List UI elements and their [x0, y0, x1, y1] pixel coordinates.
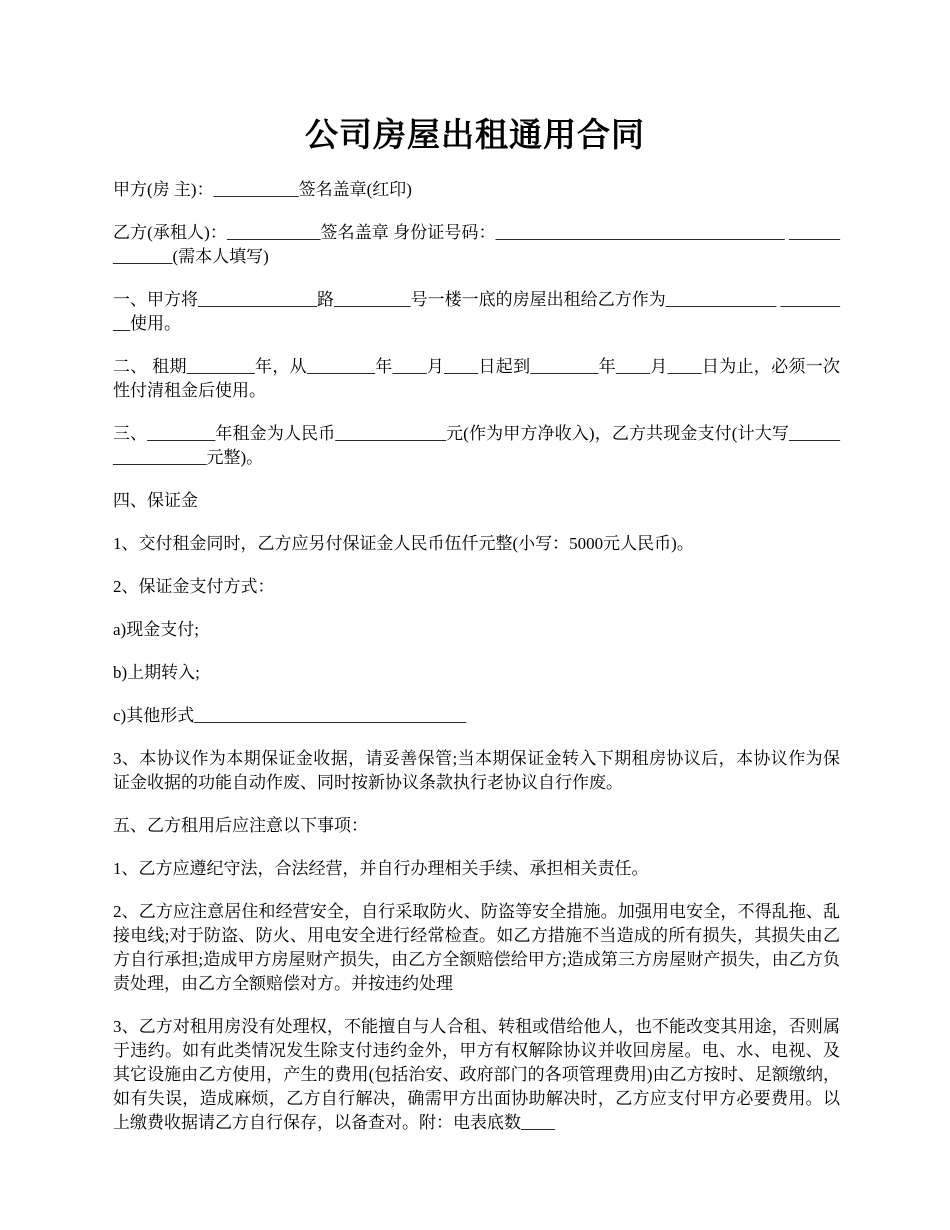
- document-title: 公司房屋出租通用合同: [305, 118, 645, 154]
- clause-5-item-1: 1、乙方应遵纪守法，合法经营，并自行办理相关手续、承担相关责任。: [113, 859, 649, 878]
- payment-option-c: c)其他形式________________________________: [113, 706, 467, 725]
- clause-3-rent: 三、________年租金为人民币_____________元(作为甲方净收入)，乙方共现金支付(计大写_________________元整)。: [113, 424, 840, 467]
- payment-option-b: b)上期转入;: [113, 663, 200, 682]
- clause-4-item-2: 2、保证金支付方式：: [113, 577, 275, 596]
- clause-4-heading: 四、保证金: [113, 491, 198, 510]
- clause-2-term: 二、 租期________年，从________年____月____日起到________年____月____日为止，必须一次性付清租金后使用。: [113, 357, 840, 400]
- clause-1-premises: 一、甲方将______________路_________号一楼一底的房屋出租给乙方作为_____________ _________使用。: [113, 290, 840, 333]
- party-b-line: 乙方(承租人)：___________签名盖章 身份证号码：__________________________________ _____________(需本人填写): [113, 223, 840, 266]
- payment-option-a: a)现金支付;: [113, 620, 199, 639]
- clause-4-item-3: 3、本协议作为本期保证金收据，请妥善保管;当本期保证金转入下期租房协议后，本协议作为保证金收据的功能自动作废、同时按新协议条款执行老协议自行作废。: [113, 749, 840, 792]
- document-body: [113, 178, 840, 1154]
- clause-5-item-3: 3、乙方对租用房没有处理权，不能擅自与人合租、转租或借给他人，也不能改变其用途，否则属于违约。如有此类情况发生除支付违约金外，甲方有权解除协议并收回房屋。电、水、电视、及其它设施由乙方使用，产生的费用(包括治安、政府部门的各项管理费用)由乙方按时、足额缴纳，如有失误，造成麻烦，乙方自行解决，确需甲方出面协助解决时，乙方应支付甲方必要费用。以上缴费收据请乙方自行保存，以备查对。附：电表底数____: [113, 1017, 840, 1132]
- clause-5-item-2: 2、乙方应注意居住和经营安全，自行采取防火、防盗等安全措施。加强用电安全，不得乱拖、乱接电线;对于防盗、防火、用电安全进行经常检查。如乙方措施不当造成的所有损失，其损失由乙方自行承担;造成甲方房屋财产损失，由乙方全额赔偿给甲方;造成第三方房屋财产损失，由乙方负责处理，由乙方全额赔偿对方。并按违约处理: [113, 902, 840, 993]
- clause-5-heading: 五、乙方租用后应注意以下事项：: [113, 816, 368, 835]
- party-a-line: 甲方(房 主)：__________签名盖章(红印): [113, 180, 412, 199]
- clause-4-item-1: 1、交付租金同时，乙方应另付保证金人民币伍仟元整(小写：5000元人民币)。: [113, 534, 694, 553]
